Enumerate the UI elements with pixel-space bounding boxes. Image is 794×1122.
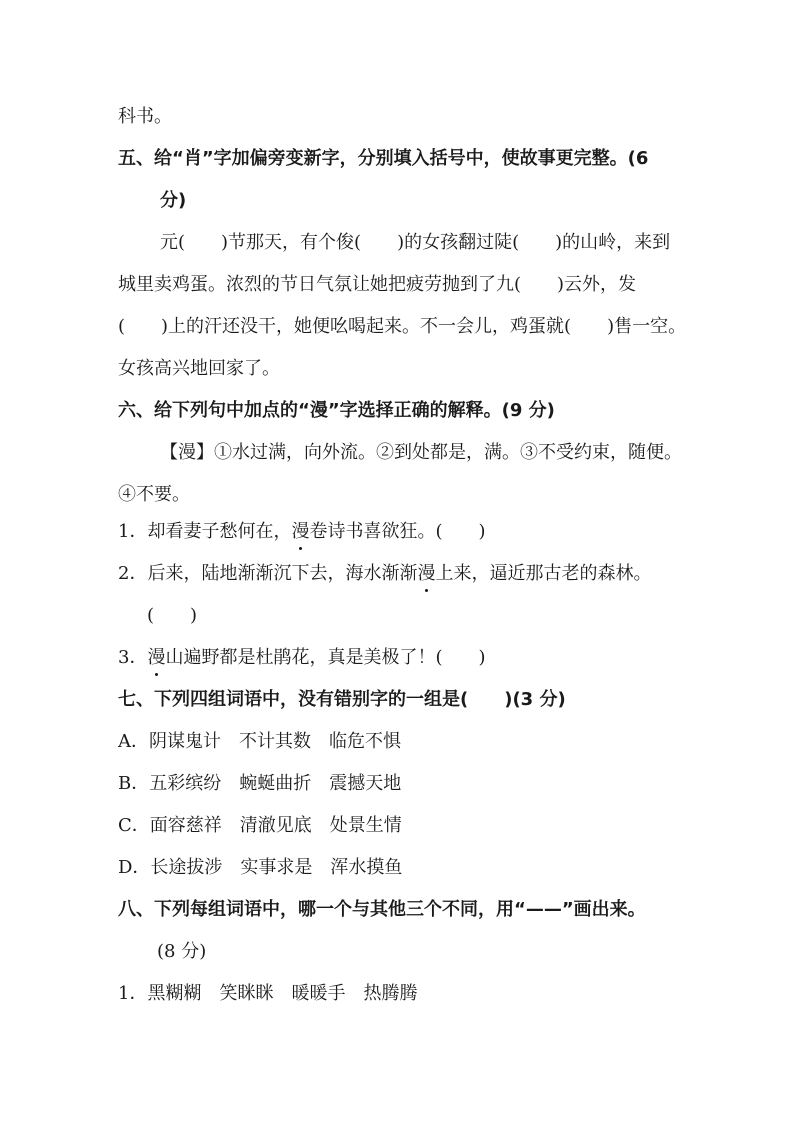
q2-text-after: 上来，逼近那古老的森林。 — [435, 563, 652, 584]
section-6-question-1 — [118, 520, 486, 544]
section-7-option-c: C．面容慈祥 清澈见底 处景生情 — [118, 815, 402, 836]
q2-text-before: 2．后来，陆地渐渐沉下去，海水渐渐 — [118, 563, 418, 584]
section-5-title: 五、给“肖”字加偏旁变新字，分别填入括号中，使故事更完整。(6 — [118, 148, 649, 169]
section-6-title: 六、给下列句中加点的“漫”字选择正确的解释。(9 分) — [118, 400, 555, 421]
section-7-title: 七、下列四组词语中，没有错别字的一组是( )(3 分) — [118, 689, 566, 710]
section-6-question-3 — [118, 646, 486, 670]
q3-text-before: 3． — [118, 647, 148, 668]
q1-dotted-char: 漫 — [291, 521, 310, 542]
section-5-story-line-2: 城里卖鸡蛋。浓烈的节日气氛让她把疲劳抛到了九( )云外，发 — [118, 274, 637, 295]
q3-text-after: 山遍野都是杜鹃花，真是美极了！( ) — [165, 647, 486, 668]
section-8-question-1: 1．黑糊糊 笑眯眯 暖暖手 热腾腾 — [118, 983, 418, 1004]
section-6-definition-cont: ④不要。 — [118, 484, 190, 505]
section-5-story-line-4: 女孩高兴地回家了。 — [118, 358, 280, 379]
q1-text-after: 卷诗书喜欲狂。( ) — [309, 521, 486, 542]
continued-text: 科书。 — [118, 106, 172, 127]
section-7-option-b: B．五彩缤纷 蜿蜒曲折 震撼天地 — [118, 773, 402, 794]
section-7-option-d: D．长途拔涉 实事求是 浑水摸鱼 — [118, 857, 403, 878]
section-6-question-2-answer: ( ) — [147, 605, 198, 626]
section-5-story-line-1: 元( )节那天，有个俊( )的女孩翻过陡( )的山岭，来到 — [160, 232, 671, 253]
section-5-story-line-3: ( )上的汗还没干，她便吆喝起来。不一会儿，鸡蛋就( )售一空。 — [118, 316, 687, 337]
section-8-score: (8 分) — [157, 941, 207, 962]
section-5-title-cont: 分) — [160, 190, 187, 211]
q3-dotted-char: 漫 — [147, 647, 166, 668]
q1-text-before: 1．却看妻子愁何在， — [118, 521, 292, 542]
section-8-title: 八、下列每组词语中，哪一个与其他三个不同，用“——”画出来。 — [118, 899, 646, 920]
section-6-definition: 【漫】①水过满，向外流。②到处都是，满。③不受约束，随便。 — [160, 442, 682, 463]
q2-dotted-char: 漫 — [417, 563, 436, 584]
section-6-question-2 — [118, 562, 651, 586]
section-7-option-a: A．阴谋鬼计 不计其数 临危不惧 — [118, 731, 401, 752]
